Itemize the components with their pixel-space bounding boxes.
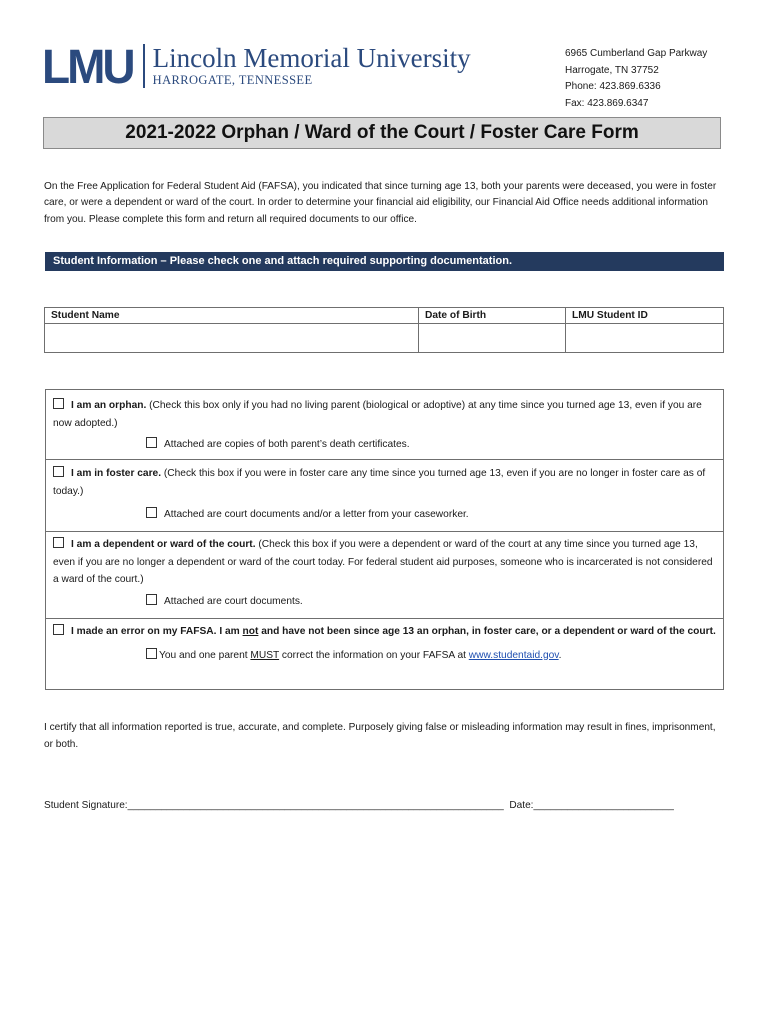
foster-checkbox[interactable] <box>53 466 64 477</box>
student-name-field[interactable] <box>45 324 419 353</box>
error-attach-a: You and one parent <box>159 649 251 661</box>
orphan-attach-checkbox[interactable] <box>146 437 157 448</box>
student-id-field[interactable] <box>566 324 724 353</box>
city-line: Harrogate, TN 37752 <box>565 64 659 76</box>
signature-label: Student Signature: <box>44 800 128 811</box>
error-attach-b: correct the information on your FAFSA at <box>279 649 469 661</box>
student-info-table <box>44 307 724 353</box>
university-logo <box>42 40 471 92</box>
logo-location: HARROGATE, TENNESSEE <box>152 73 313 87</box>
ward-checkbox[interactable] <box>53 537 64 548</box>
error-title-b: and have not been since age 13 an orphan, in foster care, or a dependent or ward of the court. <box>258 626 716 637</box>
form-title: 2021-2022 Orphan / Ward of the Court / Foster Care Form <box>125 122 639 143</box>
date-field[interactable]: _________________________ <box>533 800 674 811</box>
error-title-a: I made an error on my FAFSA. I am <box>71 626 243 637</box>
date-label: Date: <box>509 800 534 811</box>
option-orphan <box>46 390 723 460</box>
certification-statement: I certify that all information reported is true, accurate, and complete. Purposely giving false or misleading information may result in fines, imprisonment, or both. <box>44 722 716 750</box>
dob-label: Date of Birth <box>419 308 566 324</box>
contact-info <box>565 46 707 113</box>
orphan-title: I am an orphan. <box>71 400 147 411</box>
foster-attach-label: Attached are court documents and/or a letter from your caseworker. <box>164 509 469 520</box>
address-line: 6965 Cumberland Gap Parkway <box>565 48 708 59</box>
orphan-attach-label: Attached are copies of both parent’s death certificates. <box>164 439 410 450</box>
error-attach-checkbox[interactable] <box>146 648 157 659</box>
orphan-checkbox[interactable] <box>53 398 64 409</box>
option-foster <box>46 460 723 532</box>
logo-mark: LMU <box>42 38 133 94</box>
ward-description: (Check this box if you were a dependent or ward of the court at any time since you turned age 13, even if you are no longer a dependent or ward of the court today. For federal student aid purposes, someone who is incarcerated is not considered a ward of the court.) <box>53 539 713 585</box>
student-id-label: LMU Student ID <box>566 308 724 324</box>
error-attach-must: MUST <box>250 649 280 661</box>
logo-divider <box>143 44 145 88</box>
ward-title: I am a dependent or ward of the court. <box>71 539 256 550</box>
logo-wordmark <box>153 44 471 88</box>
intro-paragraph: On the Free Application for Federal Student Aid (FAFSA), you indicated that since turning age 13, both your parents were deceased, you were in foster care, or were a dependent or ward of the court. In order to determine your financial aid eligibility, our Financial Aid Office needs additional information from you. Please complete this form and return all required documents to our office. <box>44 181 717 225</box>
status-options <box>45 389 724 690</box>
signature-line <box>44 800 674 811</box>
foster-attach-checkbox[interactable] <box>146 507 157 518</box>
error-title-not: not <box>242 626 259 637</box>
error-checkbox[interactable] <box>53 624 64 635</box>
student-name-label: Student Name <box>45 308 419 324</box>
foster-description: (Check this box if you were in foster care any time since you turned age 13, even if you are no longer in foster care as of today.) <box>53 468 706 497</box>
foster-title: I am in foster care. <box>71 468 162 479</box>
signature-field[interactable]: ___________________________________________________________________ <box>127 800 504 811</box>
studentaid-link[interactable]: www.studentaid.gov <box>468 649 559 661</box>
option-ward <box>46 532 723 619</box>
ward-attach-label: Attached are court documents. <box>164 595 303 607</box>
fax-line: Fax: 423.869.6347 <box>565 98 649 110</box>
orphan-description: (Check this box only if you had no living parent (biological or adoptive) at any time since you turned age 13, even if you are now adopted.) <box>53 400 702 429</box>
phone-line: Phone: 423.869.6336 <box>565 81 661 93</box>
title-box <box>43 117 721 149</box>
error-attach-c: . <box>558 649 562 661</box>
option-error <box>46 619 723 689</box>
dob-field[interactable] <box>419 324 566 353</box>
logo-name: Lincoln Memorial University <box>152 43 471 73</box>
ward-attach-checkbox[interactable] <box>146 594 157 605</box>
section-header: Student Information – Please check one and attach required supporting documentation. <box>45 252 724 271</box>
